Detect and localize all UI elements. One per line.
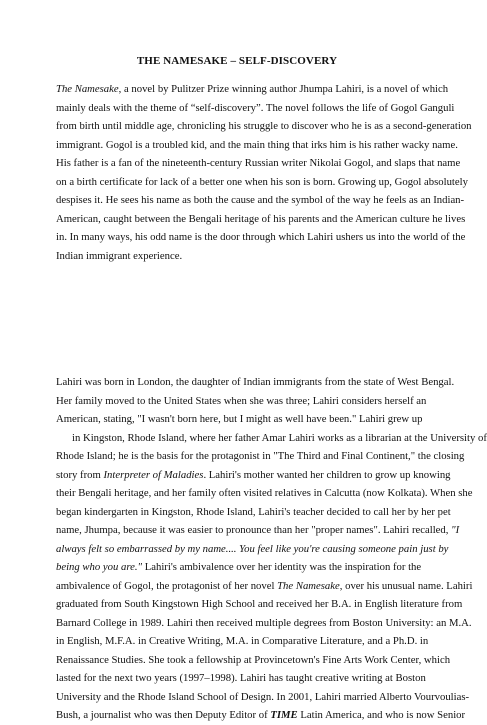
text-run: Renaissance Studies. She took a fellowship at Provincetown's Fine Arts Work Center, which <box>56 653 451 666</box>
text-run: immigrant. Gogol is a troubled kid, and the main thing that irks him is his rather wacky name. <box>56 138 458 151</box>
text-run: began kindergarten in Kingston, Rhode Island, Lahiri's teacher decided to call her by her pet <box>56 505 451 518</box>
text-run: American, caught between the Bengali heritage of his parents and the American culture he lives <box>56 212 466 225</box>
text-run: University and the Rhode Island School of Design. In 2001, Lahiri married Alberto Vourvoulias- <box>56 690 470 703</box>
text-line <box>56 651 451 670</box>
text-line <box>56 154 461 173</box>
text-line <box>56 558 428 577</box>
text-line <box>56 191 465 210</box>
text-line <box>56 228 466 247</box>
text-line <box>56 503 451 522</box>
text-run: American, stating, "I wasn't born here, but I might as well have been." Lahiri grew up <box>56 413 423 425</box>
text-run: their Bengali heritage, and her family often visited relatives in Calcutta (now Kolkata). When she <box>56 487 473 499</box>
text-line <box>56 410 428 429</box>
text-line <box>56 614 472 633</box>
text-line <box>56 136 458 155</box>
text-run: The Namesake <box>277 579 340 592</box>
text-run: from birth until middle age, chronicling his struggle to discover who he is as a second-generation <box>56 120 472 132</box>
text-run: story from <box>56 468 104 481</box>
text-run: despises it. He sees his name as both the cause and the symbol of the way he feels as an Indian- <box>56 194 465 206</box>
text-run: TIME <box>270 709 298 721</box>
text-line <box>56 466 451 485</box>
text-line <box>56 632 428 651</box>
text-line <box>56 484 473 503</box>
text-run: Lahiri's ambivalence over her identity was the inspiration for the <box>142 561 422 573</box>
text-run: Lahiri was born in London, the daughter of Indian immigrants from the state of West Bengal. <box>56 376 455 388</box>
text-run: Indian immigrant experience. <box>56 249 183 262</box>
text-run: always felt so embarrassed by my name.... You feel like you're causing someone pain just by <box>56 542 449 555</box>
text-line <box>56 521 460 540</box>
text-run: Interpreter of Maladies <box>103 468 204 481</box>
text-run: , over his unusual name. Lahiri <box>339 579 473 592</box>
text-run: being who you are." <box>56 561 143 573</box>
text-run: Bush, a journalist who was then Deputy Editor of <box>56 709 271 721</box>
text-line <box>56 669 428 688</box>
text-run: His father is a fan of the nineteenth-century Russian writer Nikolai Gogol, and slaps that name <box>56 157 461 169</box>
text-run: lasted for the next two years (1997–1998). Lahiri has taught creative writing at Boston <box>56 672 426 684</box>
text-run: Latin America, and who is now Senior <box>297 709 466 721</box>
text-line <box>56 429 487 448</box>
text-run: . Lahiri's mother wanted her children to grow up knowing <box>203 468 451 481</box>
text-run: mainly deals with the theme of “self-discovery”. The novel follows the life of Gogol Ganguli <box>56 101 455 114</box>
text-line <box>56 173 468 192</box>
paragraph-2 <box>56 373 487 725</box>
text-line <box>56 688 470 707</box>
text-run: name, Jhumpa, because it was easier to pronounce than her "proper names". Lahiri recalled, <box>56 524 452 536</box>
text-run: in Kingston, Rhode Island, where her father Amar Lahiri works as a librarian at the University of <box>72 431 487 444</box>
text-line <box>56 595 463 614</box>
text-line <box>56 540 449 559</box>
text-run: on a birth certificate for lack of a better one when his son is born. Growing up, Gogol absolutely <box>56 175 468 188</box>
text-line <box>56 392 428 411</box>
paragraph-1 <box>56 80 472 265</box>
text-run: "I <box>451 524 460 536</box>
text-run: Rhode Island; he is the basis for the protagonist in "The Third and Final Continent," the closing <box>56 450 465 462</box>
text-line <box>56 706 466 725</box>
document-title: THE NAMESAKE – SELF-DISCOVERY <box>136 55 338 67</box>
text-line <box>56 247 428 266</box>
text-line <box>56 577 473 596</box>
text-run: , a novel by Pulitzer Prize winning author Jhumpa Lahiri, is a novel of which <box>118 83 449 95</box>
text-line <box>56 447 465 466</box>
text-run: Her family moved to the United States when she was three; Lahiri considers herself an <box>56 394 427 407</box>
text-run: The Namesake <box>56 83 119 95</box>
text-line <box>56 80 449 99</box>
text-line <box>56 117 472 136</box>
text-run: graduated from South Kingstown High School and received her B.A. in English literature from <box>56 598 463 610</box>
text-line <box>56 210 466 229</box>
text-line <box>56 99 455 118</box>
text-run: ambivalence of Gogol, the protagonist of her novel <box>56 579 278 592</box>
text-run: in English, M.F.A. in Creative Writing, M.A. in Comparative Literature, and a Ph.D. in <box>56 635 429 647</box>
text-run: in. In many ways, his odd name is the door through which Lahiri ushers us into the world of the <box>56 231 466 243</box>
text-line <box>56 373 455 392</box>
text-run: Barnard College in 1989. Lahiri then received multiple degrees from Boston University: an M.A. <box>56 616 472 629</box>
